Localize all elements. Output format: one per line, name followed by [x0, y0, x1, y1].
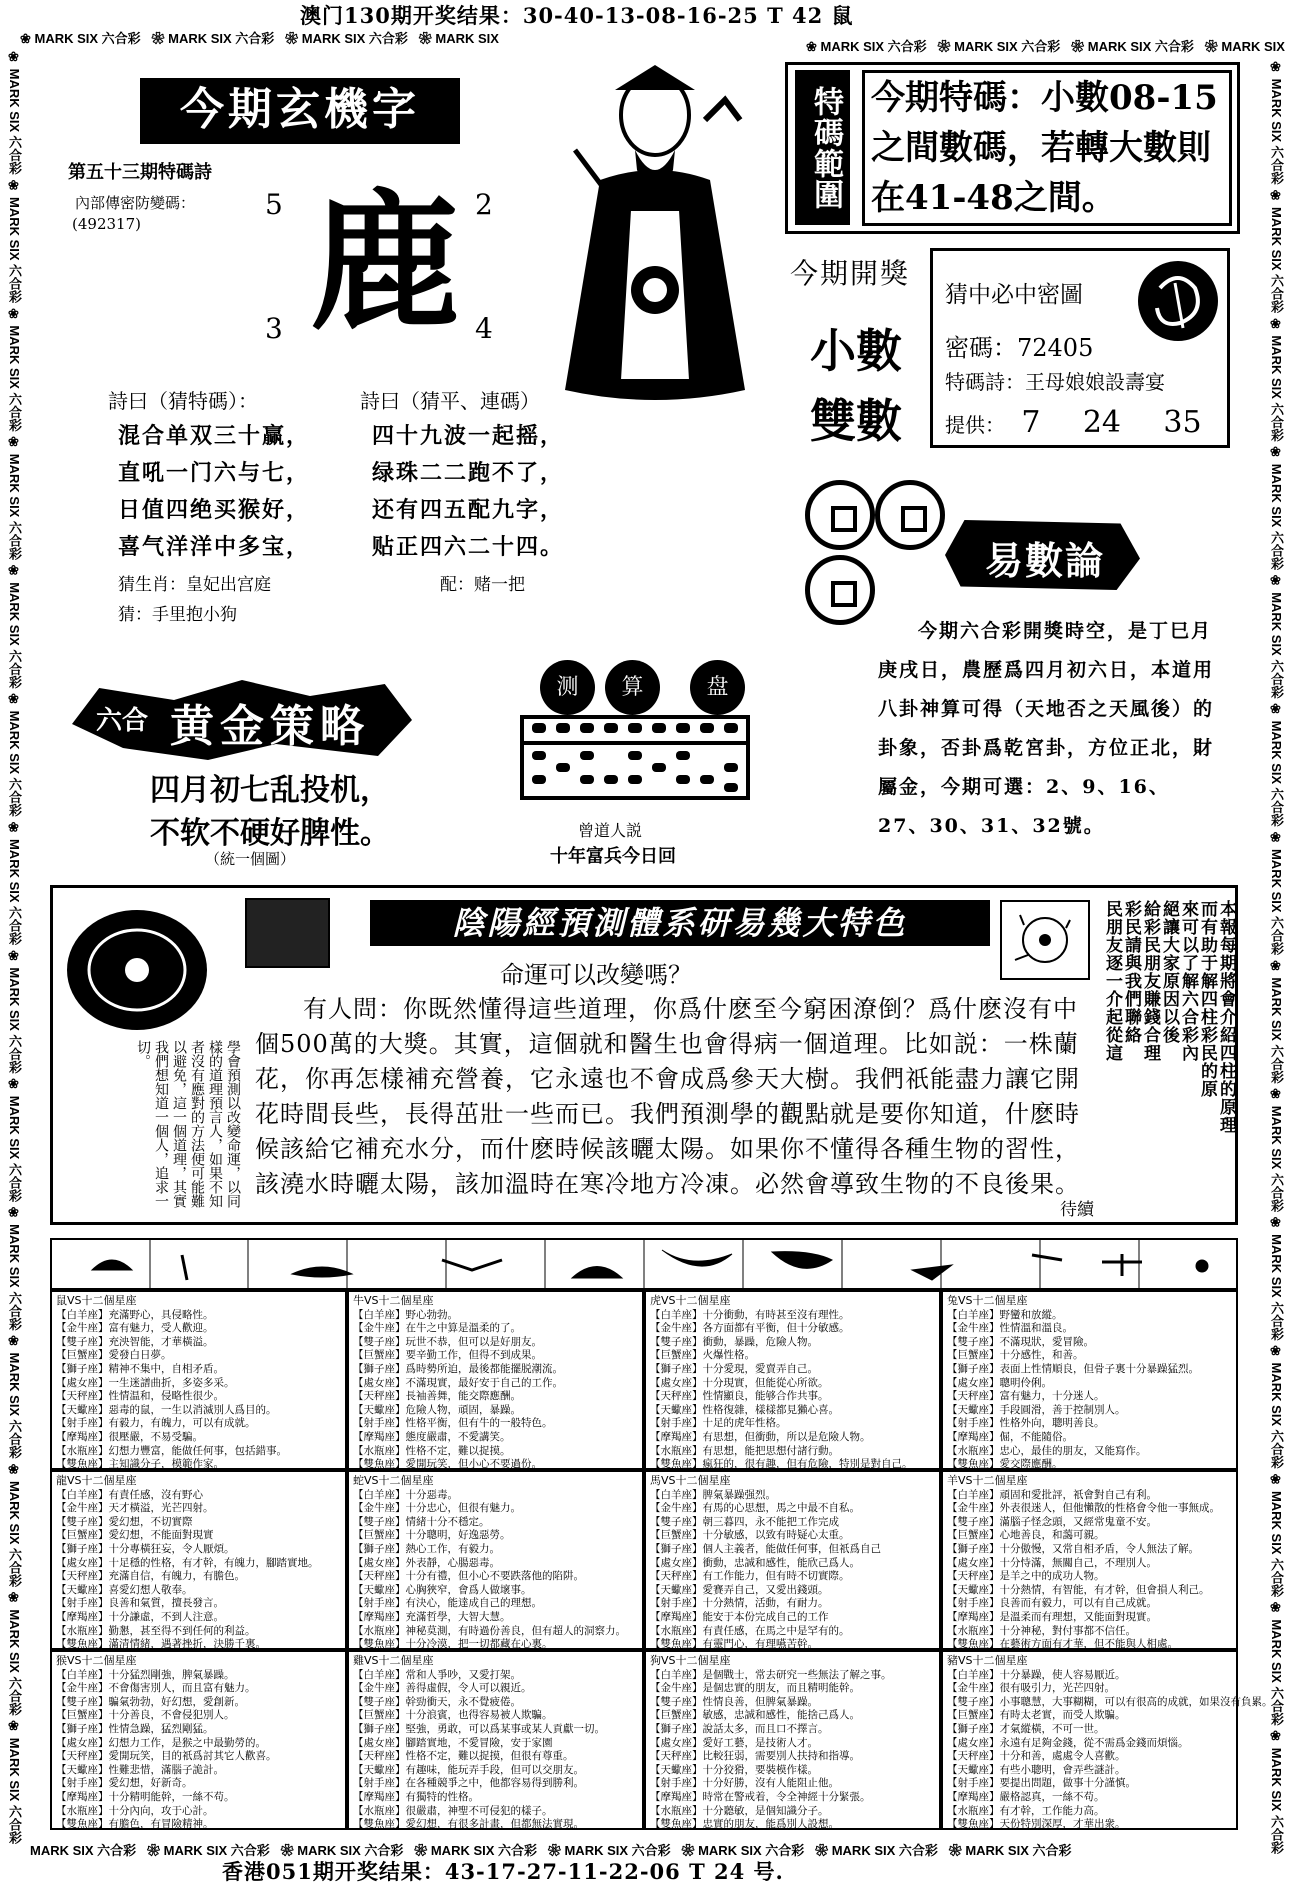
article-right-column: 絕讓大家原因以後: [1159, 900, 1179, 1044]
zodiac-row: 【天秤座】性情顯良，能够合作共事。: [650, 1390, 829, 1403]
zodiac-row: 【白羊座】常和人爭吵，又愛打架。: [353, 1668, 521, 1681]
zodiac-row: 【處女座】十分恃滿，無關自己，不理別人。: [947, 1556, 1157, 1569]
zodiac-row: 【處女座】愛好工藝，是技術人才。: [650, 1736, 818, 1749]
zodiac-row: 【射手座】十分好勝，沒有人能阻止他。: [650, 1777, 839, 1790]
mystery-title: 今期玄機字: [140, 78, 460, 144]
zodiac-block: [644, 1650, 941, 1830]
zodiac-row: 【天蠍座】愛賽弄自己，又愛出錢頭。: [650, 1583, 829, 1596]
poem-header-right: 詩曰（猜平、連碼）: [360, 389, 540, 413]
zodiac-row: 【白羊座】十分惡毒。: [353, 1488, 458, 1501]
draw-provide-number: 7: [1021, 405, 1041, 440]
gold-strategy-prefix: 六合: [96, 706, 149, 736]
gold-strategy-line1: 四月初七乱投机，: [150, 773, 390, 808]
zodiac-row: 【金牛座】富有魅力，受人歡迎。: [56, 1322, 214, 1335]
article-ending: 待續: [1060, 1200, 1094, 1220]
zodiac-block: [347, 1290, 644, 1470]
zodiac-block-title: 豬VS十二個星座: [947, 1654, 1028, 1667]
article-right-column: 本報每期將會介紹四柱的原理: [1216, 900, 1236, 1134]
zodiac-row: 【天秤座】性情温和，侵略性很少。: [56, 1390, 224, 1403]
zodiac-row: 【水瓶座】十分內向，攻于心計。: [56, 1804, 214, 1817]
special-range-side-label: 特碼範圍: [795, 70, 850, 225]
zodiac-row: 【射手座】性格平衡，但有牛的一般特色。: [353, 1417, 553, 1430]
zodiac-row: 【雙子座】衝動，暴躁，危險人物。: [650, 1335, 818, 1348]
zodiac-row: 【金牛座】在牛之中算是溫柔的了。: [353, 1322, 521, 1335]
draw-title: 今期開獎: [790, 257, 911, 290]
draw-result-1: 小數: [810, 324, 902, 378]
zodiac-row: 【天蠍座】心胸狹窄，會爲人做壞事。: [353, 1583, 532, 1596]
article-right-column: 而有助于解四柱彩民的原: [1197, 900, 1217, 1098]
zodiac-row: 【射手座】良善和氣質，擅長發言。: [56, 1597, 224, 1610]
poem-right-line: 四十九波一起摇，: [372, 423, 565, 449]
secret-code: (492317): [72, 215, 141, 233]
zodiac-block: [50, 1470, 347, 1650]
zodiac-row: 【巨蟹座】敏感，忠誠和感性，能捨己爲人。: [650, 1709, 860, 1722]
zodiac-row: 【巨蟹座】十分聰明，好逸惡勞。: [353, 1529, 511, 1542]
top-result-banner: 澳门130期开奖结果：30-40-13-08-16-25 T 42 鼠: [300, 3, 854, 28]
zodiac-row: 【水瓶座】十分神秘，對付事都不信任。: [947, 1624, 1136, 1637]
zodiac-row: 【金牛座】性情溫和溫良。: [947, 1322, 1073, 1335]
draw-result-2: 雙數: [810, 394, 902, 448]
zodiac-row: 【天秤座】長袖善舞，能交際應酬。: [353, 1390, 521, 1403]
zodiac-row: 【射手座】性格外向，聰明善良。: [947, 1417, 1105, 1430]
zodiac-row: 【摩羯座】十分精明能幹，一絲不苟。: [56, 1790, 235, 1803]
bottom-result-banner: 香港051期开奖结果：43-17-27-11-22-06 T 24 号.: [222, 1859, 784, 1884]
draw-provide-number: 24: [1082, 405, 1121, 440]
zodiac-row: 【處女座】聰明伶俐。: [947, 1376, 1052, 1389]
zodiac-row: 【處女座】外表靜，心腸惡毒。: [353, 1556, 500, 1569]
zodiac-row: 【摩羯座】態度嚴肅，不愛講笑。: [353, 1430, 511, 1443]
zodiac-row: 【雙子座】朝三暮四，永不能把工作完成: [650, 1515, 839, 1528]
draw-secret-code-value: 72405: [1017, 334, 1094, 362]
zodiac-block-title: 虎VS十二個星座: [650, 1294, 731, 1307]
zodiac-row: 【摩羯座】時常在警戒着，令全神經十分緊張。: [650, 1790, 871, 1803]
zodiac-row: 【天秤座】富有魅力，十分迷人。: [947, 1390, 1105, 1403]
zodiac-row: 【雙子座】小事聰慧，大事糊糊，可以有很高的成就，如果沒有負累。: [947, 1695, 1273, 1708]
zodiac-row: 【天蠍座】性格復雜，樣樣都見獺心喜。: [650, 1403, 839, 1416]
zodiac-block: [941, 1470, 1238, 1650]
zodiac-row: 【處女座】十分現實，但能從心所欲。: [650, 1376, 829, 1389]
zodiac-row: 【白羊座】是個戰士，常去研究一些無法了解之事。: [650, 1668, 892, 1681]
zodiac-row: 【水瓶座】性格不定，難以捉摸。: [353, 1444, 511, 1457]
draw-secret-code: [945, 328, 1093, 363]
corner-number-tr: 2: [475, 188, 493, 221]
zodiac-row: 【摩羯座】有獨特的性格。: [353, 1790, 479, 1803]
zodiac-row: 【射手座】在各種競爭之中，他都容易得到勝利。: [353, 1777, 584, 1790]
zodiac-row: 【雙子座】不滿現狀，愛冒險。: [947, 1335, 1094, 1348]
zodiac-row: 【射手座】要提出問題，做事十分謹慎。: [947, 1777, 1136, 1790]
zodiac-row: 【天秤座】十分和善，處處令人喜歡。: [947, 1750, 1126, 1763]
top-border-left: ❀ MARK SIX 六合彩 ❀ MARK SIX 六合彩 ❀ MARK SIX 六合彩 ❀ MARK SIX: [20, 31, 499, 46]
zodiac-row: 【摩羯座】有思想，但衝動，所以是危險人物。: [650, 1430, 871, 1443]
left-border: ❀ MARK SIX 六合彩 ❀ MARK SIX 六合彩 ❀ MARK SIX 六合彩 ❀ MARK SIX 六合彩 ❀ MARK SIX 六合彩 ❀ MARK SIX 六合彩 ❀ MARK SIX 六合彩 ❀ MARK SIX 六合彩 ❀ MARK SIX 六合彩 ❀ MARK SIX 六合彩 ❀ MARK SIX 六合彩 ❀ MARK SIX 六合彩 ❀ MARK SIX 六合彩 ❀ MARK SIX 六合彩: [7, 50, 22, 1844]
zodiac-block-title: 牛VS十二個星座: [353, 1294, 434, 1307]
abacus-bubble: 测: [540, 660, 595, 715]
zodiac-row: 【水瓶座】神秘莫測，有時過份善良，但有超人的洞察力。: [353, 1624, 626, 1637]
zodiac-row: 【金牛座】十分忠心，但很有魅力。: [353, 1502, 521, 1515]
zodiac-row: 【水瓶座】勤懇，甚至得不到任何的利益。: [56, 1624, 256, 1637]
zodiac-block-title: 羊VS十二個星座: [947, 1474, 1028, 1487]
article-right-column: 彩民請與我們聯絡: [1121, 900, 1141, 1044]
zodiac-row: 【雙魚座】滿清情緒，遇著挫折，決勝千裏。: [56, 1638, 266, 1651]
zodiac-row: 【白羊座】頑固和愛批評，祇會對自己有利。: [947, 1488, 1157, 1501]
zodiac-row: 【雙魚座】在藝術方面有才華，但不能與人相處。: [947, 1638, 1178, 1651]
zodiac-row: 【巨蟹座】愛發白日夢。: [56, 1349, 172, 1362]
zodiac-row: 【水瓶座】有責任感，在馬之中是罕有的。: [650, 1624, 850, 1637]
zodiac-row: 【金牛座】有馬的心思想，馬之中最不自私。: [650, 1502, 860, 1515]
zodiac-row: 【雙魚座】有膽色，有冒險精神。: [56, 1818, 214, 1831]
zodiac-row: 【金牛座】是個忠實的朋友，而且精明能幹。: [650, 1682, 860, 1695]
zodiac-row: 【天蠍座】惡毒的鼠，一生以消滅別人爲目的。: [56, 1403, 277, 1416]
zodiac-row: 【天秤座】充滿自信，有魄力，有膽色。: [56, 1570, 245, 1583]
zodiac-row: 【天蠍座】十分熱情，有智能，有才幹，但會損人利己。: [947, 1583, 1210, 1596]
zodiac-row: 【獅子座】十分傲慢，又常自相矛盾，令人無法了解。: [947, 1542, 1199, 1555]
zodiac-row: 【射手座】十足的虎年性格。: [650, 1417, 787, 1430]
article-subtitle: 命運可以改變嗎？: [500, 961, 692, 989]
zodiac-block-title: 兔VS十二個星座: [947, 1294, 1028, 1307]
zodiac-row: 【射手座】有毅力，有魄力，可以有成就。: [56, 1417, 256, 1430]
zodiac-row: 【獅子座】堅強，勇敢，可以爲某事或某人貢獻一切。: [353, 1722, 605, 1735]
zodiac-block-title: 馬VS十二個星座: [650, 1474, 731, 1487]
zodiac-row: 【處女座】不滿現實，最好安于自己的工作。: [353, 1376, 563, 1389]
article-right-column: 給彩民朋友賺錢合理: [1140, 900, 1160, 1062]
poem-left-line: 直吼一门六与七，: [118, 460, 311, 486]
article-photo: [245, 898, 330, 968]
zodiac-row: 【雙子座】性情良善，但脾氣暴躁。: [650, 1695, 818, 1708]
zodiac-row: 【雙魚座】主知識分子，模範作家。: [56, 1458, 224, 1471]
zodiac-row: 【獅子座】個人主義者，能做任何事，但祇爲自己: [650, 1542, 881, 1555]
zodiac-row: 【獅子座】熱心工作，有毅力。: [353, 1542, 500, 1555]
abacus-bubble: 算: [605, 660, 660, 715]
zodiac-row: 【白羊座】十分暴躁，使人容易厭近。: [947, 1668, 1126, 1681]
draw-secret-code-label: 密碼：: [945, 334, 1017, 362]
yishu-body: 今期六合彩開獎時空，是丁巳月庚戌日，農歷爲四月初六日，本道用八卦神算可得（天地否之天風後）的卦象，否卦爲乾宮卦，方位正北，財屬金，今期可選：2、9、16、27、30、31、32號。: [878, 620, 1215, 837]
star-chart-icon: [1000, 900, 1090, 980]
right-border: ❀ MARK SIX 六合彩 ❀ MARK SIX 六合彩 ❀ MARK SIX 六合彩 ❀ MARK SIX 六合彩 ❀ MARK SIX 六合彩 ❀ MARK SIX 六合彩 ❀ MARK SIX 六合彩 ❀ MARK SIX 六合彩 ❀ MARK SIX 六合彩 ❀ MARK SIX 六合彩 ❀ MARK SIX 六合彩 ❀ MARK SIX 六合彩 ❀ MARK SIX 六合彩 ❀ MARK SIX 六合彩: [1269, 60, 1284, 1854]
zodiac-row: 【天蠍座】手段圓滑，善于控制別人。: [947, 1403, 1126, 1416]
zodiac-block: [644, 1290, 941, 1470]
zodiac-row: 【射手座】有決心，能達成自己的理想。: [353, 1597, 542, 1610]
zodiac-block-title: 鼠VS十二個星座: [56, 1294, 137, 1307]
zodiac-row: 【處女座】衝動，忠誠和感性，能欣己爲人。: [650, 1556, 860, 1569]
zodiac-block: [347, 1650, 644, 1830]
zodiac-row: 【雙魚座】愛開玩笑，但小心不要過份。: [353, 1458, 542, 1471]
zodiac-row: 【天蠍座】十分狡猾，要裝模作樣。: [650, 1763, 818, 1776]
zodiac-row: 【獅子座】表面上性情順良，但骨子裏十分暴躁猛烈。: [947, 1362, 1199, 1375]
zodiac-row: 【金牛座】不會傷害別人，而且富有魅力。: [56, 1682, 256, 1695]
zodiac-row: 【白羊座】脾氣暴躁强烈。: [650, 1488, 776, 1501]
zodiac-row: 【摩羯座】十分謙虛，不到人注意。: [56, 1610, 224, 1623]
bottom-border: MARK SIX 六合彩 ❀ MARK SIX 六合彩 ❀ MARK SIX 六合彩 ❀ MARK SIX 六合彩 ❀ MARK SIX 六合彩 ❀ MARK SIX 六合彩 ❀ MARK SIX 六合彩 ❀ MARK SIX 六合彩: [30, 1843, 1072, 1858]
zodiac-row: 【獅子座】十分專橫狂妄，令人厭煩。: [56, 1542, 235, 1555]
abacus-icon: [520, 715, 750, 800]
zodiac-row: 【巨蟹座】十分敏感，以致有時疑心太重。: [650, 1529, 850, 1542]
poem-left: [118, 418, 358, 566]
zodiac-row: 【摩羯座】能安于本份完成自己的工作: [650, 1610, 829, 1623]
draw-provide: [945, 405, 1202, 440]
zodiac-row: 【處女座】永遠有足夠金錢，從不需爲金錢而煩惱。: [947, 1736, 1189, 1749]
draw-provide-number: 35: [1163, 405, 1202, 440]
zodiac-row: 【摩羯座】倔，不能隨俗。: [947, 1430, 1073, 1443]
article-title: 陰陽經預測體系研易幾大特色: [370, 900, 990, 946]
coin-icon: [805, 480, 875, 550]
poem-right-line: 绿珠二二跑不了，: [372, 460, 565, 486]
zodiac-block-title: 蛇VS十二個星座: [353, 1474, 434, 1487]
zodiac-row: 【雙子座】充泱智能，才華橫溢。: [56, 1335, 214, 1348]
zodiac-row: 【水瓶座】十分聽敏，是個知識分子。: [650, 1804, 829, 1817]
zodiac-row: 【白羊座】野心勃勃。: [353, 1308, 458, 1321]
guess-match: 配：赌一把: [440, 575, 525, 595]
zodiac-row: 【雙子座】騙氣勃勃，好幻想，愛創新。: [56, 1695, 245, 1708]
zodiac-row: 【射手座】良善而有毅力，可以有自己成就。: [947, 1597, 1157, 1610]
zodiac-row: 【金牛座】天才橫溢，光芒四射。: [56, 1502, 214, 1515]
zodiac-block-title: 龍VS十二個星座: [56, 1474, 137, 1487]
abacus-saying-label: 曾道人説: [578, 821, 643, 840]
top-border-right: ❀ MARK SIX 六合彩 ❀ MARK SIX 六合彩 ❀ MARK SIX 六合彩 ❀ MARK SIX: [806, 39, 1285, 54]
poem-right-line: 还有四五配九字，: [372, 497, 565, 523]
zodiac-row: 【巨蟹座】火爆性格。: [650, 1349, 755, 1362]
zodiac-row: 【天蠍座】性難悲惜，滿腦子詭計。: [56, 1763, 224, 1776]
special-range-text: 今期特碼：小數08-15之間數碼，若轉大數則在41-48之間。: [862, 70, 1232, 226]
zodiac-row: 【雙子座】情緒十分不穩定。: [353, 1515, 490, 1528]
draw-poem-label: 特碼詩：: [945, 370, 1025, 394]
zodiac-row: 【雙魚座】忠實的朋友，能爲別人設想。: [650, 1818, 839, 1831]
zodiac-row: 【水瓶座】幻想力豐富，能做任何事，包括錯事。: [56, 1444, 287, 1457]
corner-number-bl: 3: [265, 312, 283, 345]
zodiac-row: 【金牛座】善得虛假，令人可以親近。: [353, 1682, 532, 1695]
corner-number-tl: 5: [265, 188, 283, 221]
coin-icon: [805, 555, 875, 625]
zodiac-row: 【巨蟹座】心地善良，和藹可親。: [947, 1529, 1105, 1542]
mystery-character: 鹿: [309, 175, 460, 351]
zodiac-row: 【摩羯座】很壓嚴，不易受騙。: [56, 1430, 203, 1443]
zodiac-row: 【雙魚座】天份特別深厚，才華出衆。: [947, 1818, 1126, 1831]
article-body: 有人問：你既然懂得這些道理，你爲什麽至今窮困潦倒？爲什麽沒有中個500萬的大獎。其實，這個就和醫生也會得病一個道理。比如説：一株蘭花，你再怎樣補充營養，它永遠也不會成爲參天大樹。我們祇能盡力讓它開花時間長些，長得茁壯一些而已。我們預測學的觀點就是要你知道，什麽時候該給它補充水分，而什麽時候該曬太陽。如果你不懂得各種生物的習性，該澆水時曬太陽，該加溫時在寒冷地方冷凍。必然會導致生物的不良後果。: [255, 995, 1080, 1198]
zodiac-row: 【獅子座】才氣縱橫，不可一世。: [947, 1722, 1105, 1735]
zodiac-row: 【雙魚座】十分冷漠，把一切都藏在心裏。: [353, 1638, 553, 1651]
article-left-column: 學會預測以改變命運，以同樣的道理預言人，如果不知者沒有應對的方法便可能難以避免，這一個道理，其實我們想知道一個人，追求一切。: [135, 1040, 241, 1208]
zodiac-row: 【獅子座】說話太多，而且口不擇言。: [650, 1722, 829, 1735]
zodiac-row: 【處女座】十足穩的性格，有才幹，有魄力，腳踏實地。: [56, 1556, 319, 1569]
zodiac-block: [50, 1650, 347, 1830]
gold-strategy-line2: 不软不硬好脾性。: [150, 816, 390, 851]
zodiac-row: 【獅子座】性情急躁，猛烈剛猛。: [56, 1722, 214, 1735]
zodiac-row: 【天秤座】比較狂弱，需要別人扶持和指導。: [650, 1750, 860, 1763]
zodiac-block-title: 雞VS十二個星座: [353, 1654, 434, 1667]
zodiac-row: 【金牛座】各方面都有平衡，但十分敏感。: [650, 1322, 850, 1335]
poem-left-line: 混合单双三十赢，: [118, 423, 311, 449]
subtitle: 第五十三期特碼詩: [68, 162, 212, 183]
zodiac-row: 【巨蟹座】十分感性，和善。: [947, 1349, 1084, 1362]
gold-strategy-title: 黄金策略: [170, 701, 370, 752]
zodiac-row: 【射手座】愛幻想，好新奇。: [56, 1777, 193, 1790]
zodiac-row: 【雙魚座】瘋狂的，很有趣，但有危險，特別是對自己。: [650, 1458, 913, 1471]
guess-item: 猜：手里抱小狗: [118, 605, 237, 625]
coin-icon: [875, 480, 945, 550]
zodiac-block: [941, 1290, 1238, 1470]
corner-number-br: 4: [475, 312, 493, 345]
zodiac-block: [941, 1650, 1273, 1831]
zodiac-row: 【金牛座】外表很迷人，但他懶散的性格會令他一事無成。: [947, 1502, 1220, 1515]
zodiac-row: 【天秤座】愛開玩笑，目的祇爲討其它人歡喜。: [56, 1750, 277, 1763]
zodiac-row: 【巨蟹座】十分善良，不會侵犯別人。: [56, 1709, 235, 1722]
zodiac-row: 【巨蟹座】有時太老實，而受人欺騙。: [947, 1709, 1126, 1722]
poem-right: [372, 418, 612, 566]
zodiac-block: [347, 1470, 644, 1650]
luopan-compass-icon: [62, 905, 212, 1035]
zodiac-row: 【金牛座】很有吸引力，光芒四射。: [947, 1682, 1115, 1695]
yishu-title: 易數論: [985, 538, 1106, 583]
zodiac-row: 【射手座】十分熱情，活動，有耐力。: [650, 1597, 829, 1610]
zodiac-row: 【天秤座】十分有禮，但小心不要跌落他的陷阱。: [353, 1570, 584, 1583]
zodiac-row: 【雙魚座】愛幻想，有很多計畫，但都無法實現。: [353, 1818, 584, 1831]
zodiac-row: 【摩羯座】是溫柔而有理想，又能面對現實。: [947, 1610, 1157, 1623]
zodiac-row: 【獅子座】爲時勢所迫，最後都能擺脱潮流。: [353, 1362, 563, 1375]
zodiac-row: 【天秤座】性格不定，難以捉摸，但很有尊重。: [353, 1750, 574, 1763]
zodiac-block: [644, 1470, 941, 1650]
guess-zodiac: 猜生肖：皇妃出宫庭: [118, 575, 271, 595]
zodiac-row: 【天蠍座】有趣味，能玩弄手段，但可以交朋友。: [353, 1763, 584, 1776]
draw-provide-label: 提供：: [945, 413, 1005, 437]
zodiac-row: 【巨蟹座】愛幻想，不能面對現實: [56, 1529, 214, 1542]
zodiac-block-title: 狗VS十二個星座: [650, 1654, 731, 1667]
poem-header-left: 詩曰（猜特碼）：: [108, 389, 258, 413]
deity-illustration: [545, 60, 775, 410]
gold-strategy-note: （統一個圖）: [205, 850, 296, 868]
draw-poem: [945, 366, 1165, 395]
zodiac-row: 【處女座】一生迷譜曲折，多姿多采。: [56, 1376, 235, 1389]
zodiac-row: 【摩羯座】嚴格認真，一絲不苟。: [947, 1790, 1105, 1803]
zodiac-row: 【天秤座】是羊之中的成功人物。: [947, 1570, 1105, 1583]
zodiac-row: 【處女座】腳踏實地，不愛冒險，安于家園: [353, 1736, 553, 1749]
zodiac-row: 【白羊座】十分猛烈剛強，脾氣暴躁。: [56, 1668, 235, 1681]
zodiac-row: 【天蠍座】有些小聰明，會弄些謎計。: [947, 1763, 1126, 1776]
zodiac-row: 【白羊座】十分衝動，有時甚至沒有理性。: [650, 1308, 850, 1321]
poem-left-line: 喜气洋洋中多宝，: [118, 534, 311, 560]
zodiac-row: 【天蠍座】危險人物，頑固，暴躁。: [353, 1403, 521, 1416]
poem-right-line: 贴正四六二十四。: [372, 534, 565, 560]
zodiac-row: 【水瓶座】有才幹，工作能力高。: [947, 1804, 1105, 1817]
article-right-column: 來可以了解六合彩內: [1178, 900, 1198, 1062]
zodiac-row: 【白羊座】有責任感，沒有野心: [56, 1488, 203, 1501]
poem-left-line: 日值四绝买猴好，: [118, 497, 311, 523]
zodiac-row: 【雙子座】幹勁衝天，永不覺疲倦。: [353, 1695, 521, 1708]
secret-label: 內部傳密防變碼：: [75, 194, 196, 212]
zodiac-row: 【天蠍座】喜愛幻想人敬奉。: [56, 1583, 193, 1596]
zodiac-block: [50, 1290, 347, 1470]
zodiac-row: 【巨蟹座】要辛勤工作，但得不到成果。: [353, 1349, 542, 1362]
zodiac-row: 【摩羯座】充滿哲學，大智大慧。: [353, 1610, 511, 1623]
must-win-label: 猜中必中密圖: [945, 282, 1083, 308]
zodiac-row: 【水瓶座】忠心，最佳的朋友，又能寫作。: [947, 1444, 1147, 1457]
zodiac-row: 【天秤座】有工作能力，但有時不切實際。: [650, 1570, 850, 1583]
zodiac-block-title: 猴VS十二個星座: [56, 1654, 137, 1667]
zodiac-row: 【雙魚座】有靈門心，有理嚥苦幹。: [650, 1638, 818, 1651]
draw-poem-value: 王母娘娘設壽宴: [1025, 370, 1165, 394]
secret-map-icon: [1135, 258, 1221, 344]
abacus-saying: 十年富兵今日回: [550, 846, 676, 867]
zodiac-row: 【水瓶座】很嚴肅，神聖不可侵犯的樣子。: [353, 1804, 553, 1817]
zodiac-row: 【雙魚座】愛交際應酬。: [947, 1458, 1063, 1471]
zodiac-row: 【白羊座】野蠻和放縱。: [947, 1308, 1063, 1321]
zodiac-row: 【處女座】幻想力工作，是猴之中最勤勞的。: [56, 1736, 266, 1749]
article-right-columns: [1102, 900, 1238, 1218]
abacus-bubble: 盘: [690, 660, 745, 715]
zodiac-row: 【巨蟹座】十分浪賓，也得容易被人欺騙。: [353, 1709, 553, 1722]
zodiac-row: 【雙子座】滿腦子怪念頭，又經常鬼童不安。: [947, 1515, 1157, 1528]
zodiac-row: 【獅子座】精神不集中，自相矛盾。: [56, 1362, 224, 1375]
zodiac-row: 【雙子座】愛幻想，不切實際: [56, 1515, 193, 1528]
zodiac-row: 【獅子座】十分愛現，愛賣弄自己。: [650, 1362, 818, 1375]
article-right-column: 民朋友逐一介起從這: [1102, 900, 1122, 1062]
zodiac-row: 【水瓶座】有思想，能把思想付諸行動。: [650, 1444, 839, 1457]
zodiac-row: 【雙子座】玩世不恭，但可以是好朋友。: [353, 1335, 542, 1348]
zodiac-row: 【白羊座】充滿野心，具侵略性。: [56, 1308, 214, 1321]
zodiac-animal-icons: [52, 1240, 1236, 1288]
